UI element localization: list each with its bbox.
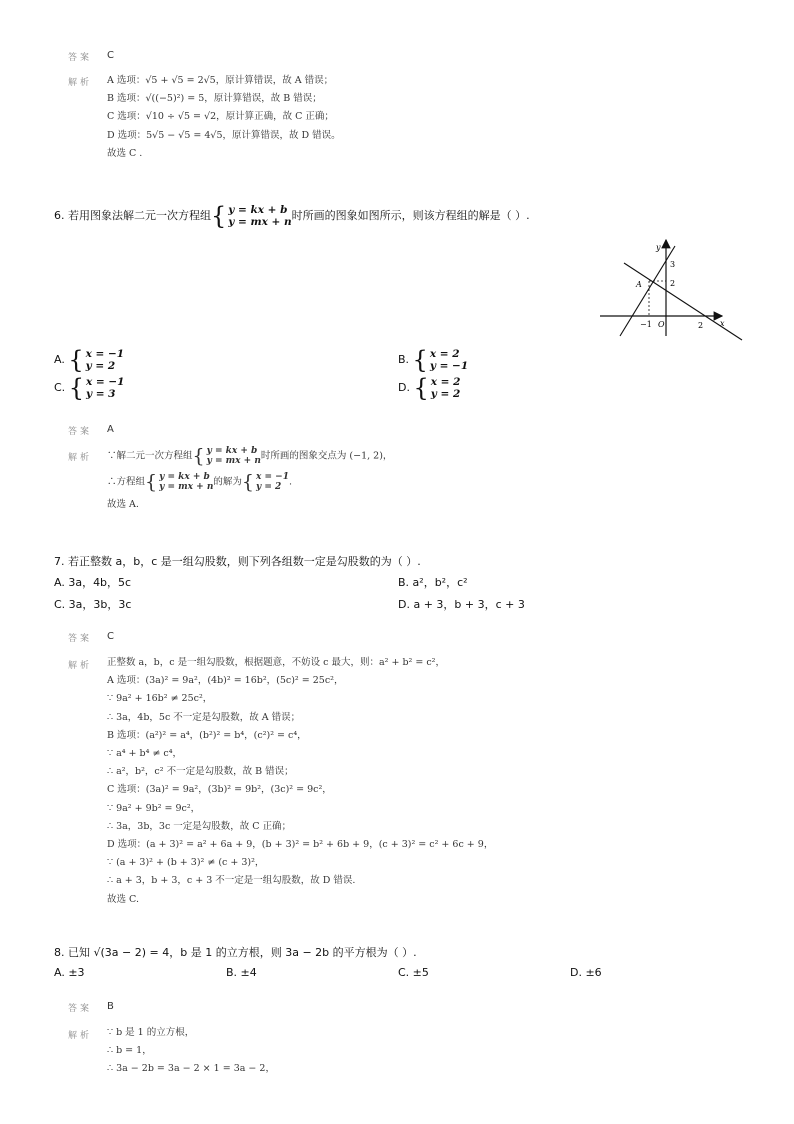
option-d: [398, 376, 460, 400]
answer-value: A: [107, 424, 114, 435]
analysis-block: [107, 72, 341, 163]
analysis-block: [107, 654, 493, 909]
tick-label: 3: [670, 260, 676, 269]
analysis-line: ∴ 3a − 2b = 3a − 2 × 1 = 3a − 2，: [107, 1063, 275, 1075]
equation: y = kx + b: [228, 204, 288, 216]
option-row: y = −1: [429, 360, 469, 372]
analysis-line: ∵解二元一次方程组 { y = kx + b y = mx + n 时所画的图象交点为 (−1, 2)，: [107, 444, 393, 467]
option-system: { x = 2 y = −1: [412, 346, 469, 374]
question-8: 8. 已知 √(3a − 2) = 4，b 是 1 的立方根，则 3a − 2b 的平方根为（ ）.: [54, 946, 417, 959]
analysis-line: ∵ 9a² + 16b² ≠ 25c²，: [107, 693, 213, 705]
option-c: [54, 376, 124, 400]
option-b: [398, 348, 468, 372]
question-7: 7. 若正整数 a，b，c 是一组勾股数，则下列各组数一定是勾股数的为（ ）.: [54, 555, 421, 568]
analysis-line: ∴ 3a，4b，5c 不一定是勾股数，故 A 错误；: [107, 711, 301, 723]
option-row: y = 3: [85, 388, 116, 400]
question-text: 6. 若用图象法解二元一次方程组: [54, 209, 211, 222]
option-system: { x = 2 y = 2: [413, 374, 461, 402]
analysis-line: ∴ a + 3，b + 3，c + 3 不一定是一组勾股数，故 D 错误.: [107, 875, 356, 887]
analysis-line: ∴ a²，b²，c² 不一定是勾股数，故 B 错误；: [107, 766, 294, 778]
point-label: A: [636, 280, 642, 289]
tick-label: 2: [698, 321, 704, 330]
option-c: C. ±5: [398, 966, 429, 979]
option-system: { x = −1 y = 3: [68, 374, 125, 402]
option-d: D. a + 3，b + 3，c + 3: [398, 598, 525, 611]
option-row: x = 2: [430, 376, 461, 388]
y-axis-label: y: [656, 243, 661, 252]
option-a: [54, 348, 124, 372]
analysis-line: ∵ b 是 1 的立方根，: [107, 1027, 195, 1038]
analysis-line: B 选项：(a²)² = a⁴，(b²)² = b⁴，(c²)² = c⁴，: [107, 729, 307, 741]
analysis-line: 故选 A.: [107, 499, 139, 510]
option-system: { x = −1 y = 2: [68, 346, 125, 374]
x-axis-label: x: [720, 319, 725, 328]
option-letter: D.: [398, 381, 410, 394]
equation-system: { y = kx + b y = mx + n: [211, 202, 292, 230]
analysis-line: ∴ 3a，3b，3c 一定是勾股数，故 C 正确；: [107, 820, 292, 832]
answer-value: B: [107, 1001, 114, 1012]
analysis-line: 故选 C.: [107, 893, 139, 905]
analysis-line: A 选项：(3a)² = 9a²，(4b)² = 16b²，(5c)² = 25c²，: [107, 675, 344, 687]
analysis-label: 解析: [68, 1031, 93, 1041]
analysis-line: ∴ b = 1，: [107, 1045, 152, 1057]
analysis-line: D 选项：5√5 − √5 = 4√5，原计算错误，故 D 错误。: [107, 129, 341, 141]
answer-value: C: [107, 631, 114, 642]
origin-label: O: [658, 320, 665, 329]
option-row: x = 2: [429, 348, 460, 360]
answer-label: 答案: [68, 53, 93, 63]
answer-label: 答案: [68, 634, 93, 644]
option-b: B. a²，b²，c²: [398, 576, 468, 589]
answer-label: 答案: [68, 427, 93, 437]
question-6: [54, 204, 530, 228]
answer-value: C: [107, 50, 114, 61]
option-row: x = −1: [85, 376, 125, 388]
option-c: C. 3a，3b，3c: [54, 598, 132, 611]
option-a: A. 3a，4b，5c: [54, 576, 132, 589]
option-letter: A.: [54, 353, 65, 366]
analysis-line: ∵ a⁴ + b⁴ ≠ c⁴，: [107, 748, 183, 760]
option-row: y = 2: [430, 388, 461, 400]
option-a: A. ±3: [54, 966, 85, 979]
analysis-line: ∵ 9a² + 9b² = 9c²，: [107, 802, 201, 814]
analysis-line: D 选项：(a + 3)² = a² + 6a + 9，(b + 3)² = b² + 6b + 9，(c + 3)² = c² + 6c + 9，: [107, 839, 494, 851]
analysis-line: C 选项：(3a)² = 9a²，(3b)² = 9b²，(3c)² = 9c²，: [107, 784, 332, 796]
option-letter: C.: [54, 381, 66, 394]
analysis-line: ∵ (a + 3)² + (b + 3)² ≠ (c + 3)²，: [107, 857, 265, 869]
option-row: y = 2: [85, 360, 116, 372]
analysis-line: C 选项：√10 ÷ √5 = √2，原计算正确，故 C 正确；: [107, 111, 334, 123]
equation: y = mx + n: [228, 216, 292, 228]
line-graph-figure: [596, 236, 746, 344]
analysis-block: [107, 1024, 275, 1079]
analysis-label: 解析: [68, 453, 93, 463]
answer-label: 答案: [68, 1004, 93, 1014]
analysis-line: ∴方程组 { y = kx + b y = mx + n 的解为 { x = −1 y = 2 .: [107, 470, 293, 493]
option-row: x = −1: [85, 348, 125, 360]
analysis-line: B 选项：√((−5)²) = 5，原计算错误，故 B 错误；: [107, 93, 322, 105]
option-d: D. ±6: [570, 966, 602, 979]
analysis-line: 故选 C .: [107, 147, 143, 159]
analysis-line: 正整数 a，b，c 是一组勾股数，根据题意，不妨设 c 最大，则：a² + b² = c²，: [107, 657, 445, 668]
option-b: B. ±4: [226, 966, 257, 979]
tick-label: −1: [640, 320, 652, 329]
question-text: 时所画的图象如图所示，则该方程组的解是（ ）.: [291, 209, 530, 222]
tick-label: 2: [670, 279, 676, 288]
option-letter: B.: [398, 353, 410, 366]
analysis-label: 解析: [68, 78, 93, 88]
analysis-line: A 选项：√5 + √5 = 2√5，原计算错误，故 A 错误；: [107, 75, 334, 86]
analysis-label: 解析: [68, 661, 93, 671]
